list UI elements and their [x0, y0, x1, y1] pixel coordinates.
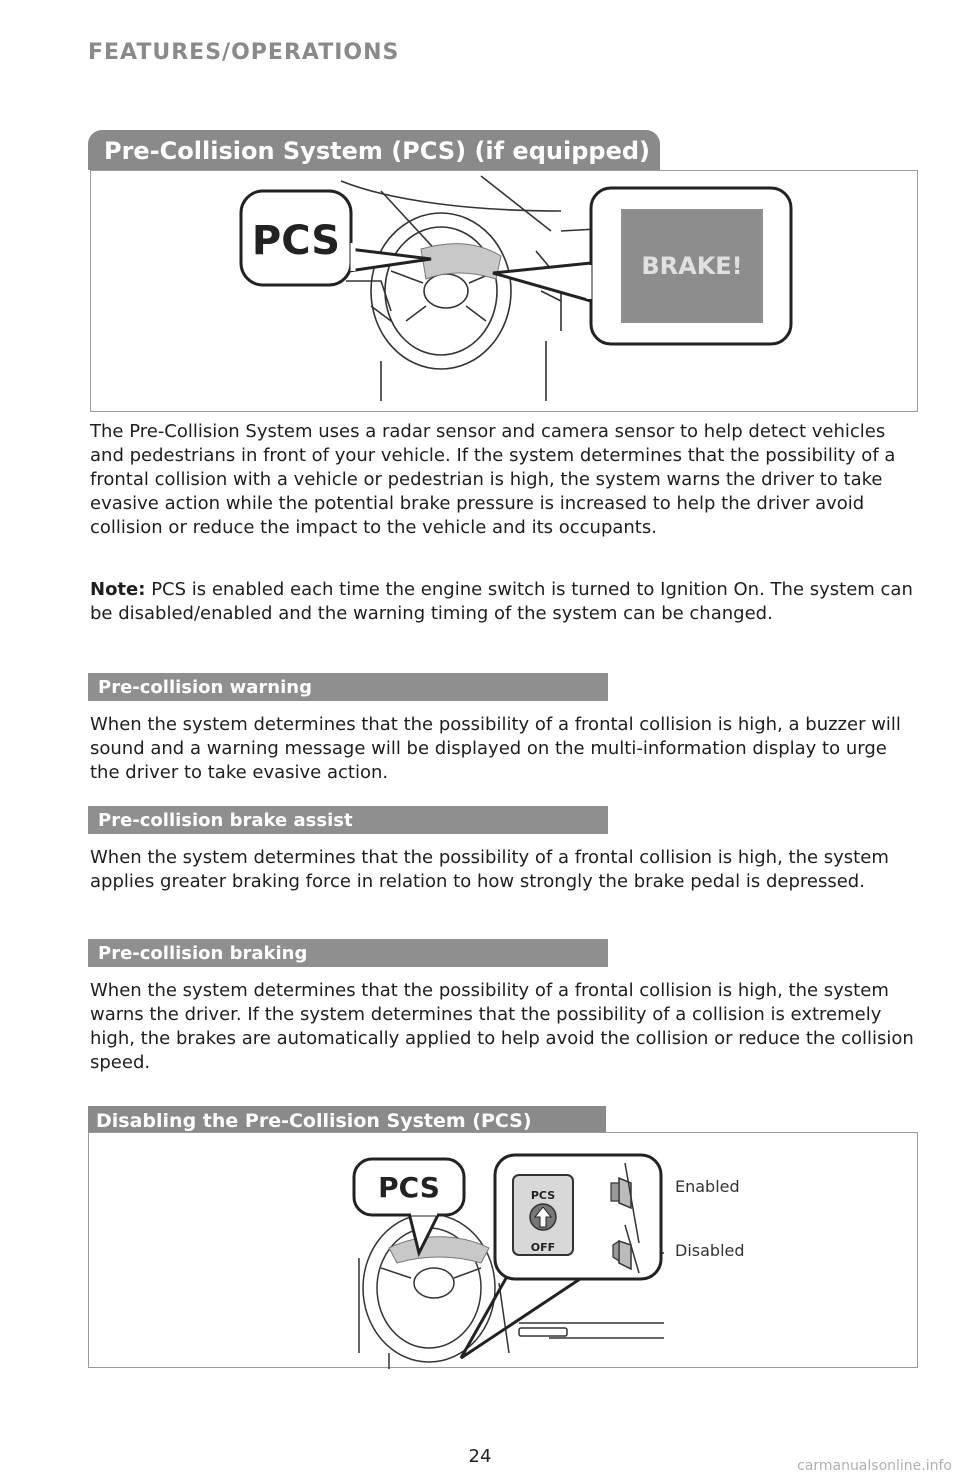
subsection-text-warning: When the system determines that the possibility of a frontal collision is high, a buzzer will sound and a warning message will be displayed on the multi-information display to urge the driver to take evasive action. — [90, 714, 901, 783]
pcs-off-switch-figure — [88, 1132, 918, 1368]
dashboard-callout-text — [91, 171, 919, 413]
note-label: Note: — [90, 579, 146, 600]
pcs-callout-label-2: PCS — [378, 1171, 440, 1204]
subsection-text-brake-assist: When the system determines that the possibility of a frontal collision is high, the system applies greater braking force in relation to how strongly the brake pedal is depressed. — [90, 847, 889, 892]
enabled-label: Enabled — [675, 1177, 740, 1196]
pcs-section-title: Pre-Collision System (PCS) (if equipped) — [88, 130, 660, 170]
subsection-title-braking: Pre-collision braking — [88, 939, 608, 967]
pcs-dashboard-figure — [90, 170, 918, 412]
subsection-title-warning: Pre-collision warning — [88, 673, 608, 701]
subsection-text-braking: When the system determines that the possibility of a frontal collision is high, the system warns the driver. If the system determines that the possibility of a collision is extremely high, the brakes are automatically applied to help avoid the collision or reduce the collision speed. — [90, 980, 914, 1073]
switch-label-pcs: PCS — [530, 1189, 556, 1202]
page-number: 24 — [468, 1446, 492, 1467]
disabling-section-title: Disabling the Pre-Collision System (PCS) — [88, 1106, 606, 1134]
pcs-callout-label: PCS — [251, 218, 341, 264]
note-text: PCS is enabled each time the engine switch is turned to Ignition On. The system can be disabled/enabled and the warning timing of the system can be changed. — [90, 579, 913, 624]
subsection-title-brake-assist: Pre-collision brake assist — [88, 806, 608, 834]
pcs-intro-text: The Pre-Collision System uses a radar sensor and camera sensor to help detect vehicles and pedestrians in front of your vehicle. If the system determines that the possibility of a frontal collision with a vehicle or pedestrian is high, the system warns the driver to take evasive action while the potential brake pressure is increased to help the driver avoid collision or reduce the impact to the vehicle and its occupants. — [90, 421, 896, 538]
switch-label-off: OFF — [530, 1241, 556, 1254]
switch-callout-text — [89, 1133, 919, 1369]
pcs-note — [90, 578, 920, 626]
section-header: FEATURES/OPERATIONS — [88, 40, 400, 65]
disabled-label: Disabled — [675, 1241, 745, 1260]
brake-warning-display: BRAKE! — [641, 252, 743, 280]
watermark: carmanualsonline.info — [797, 1458, 952, 1474]
